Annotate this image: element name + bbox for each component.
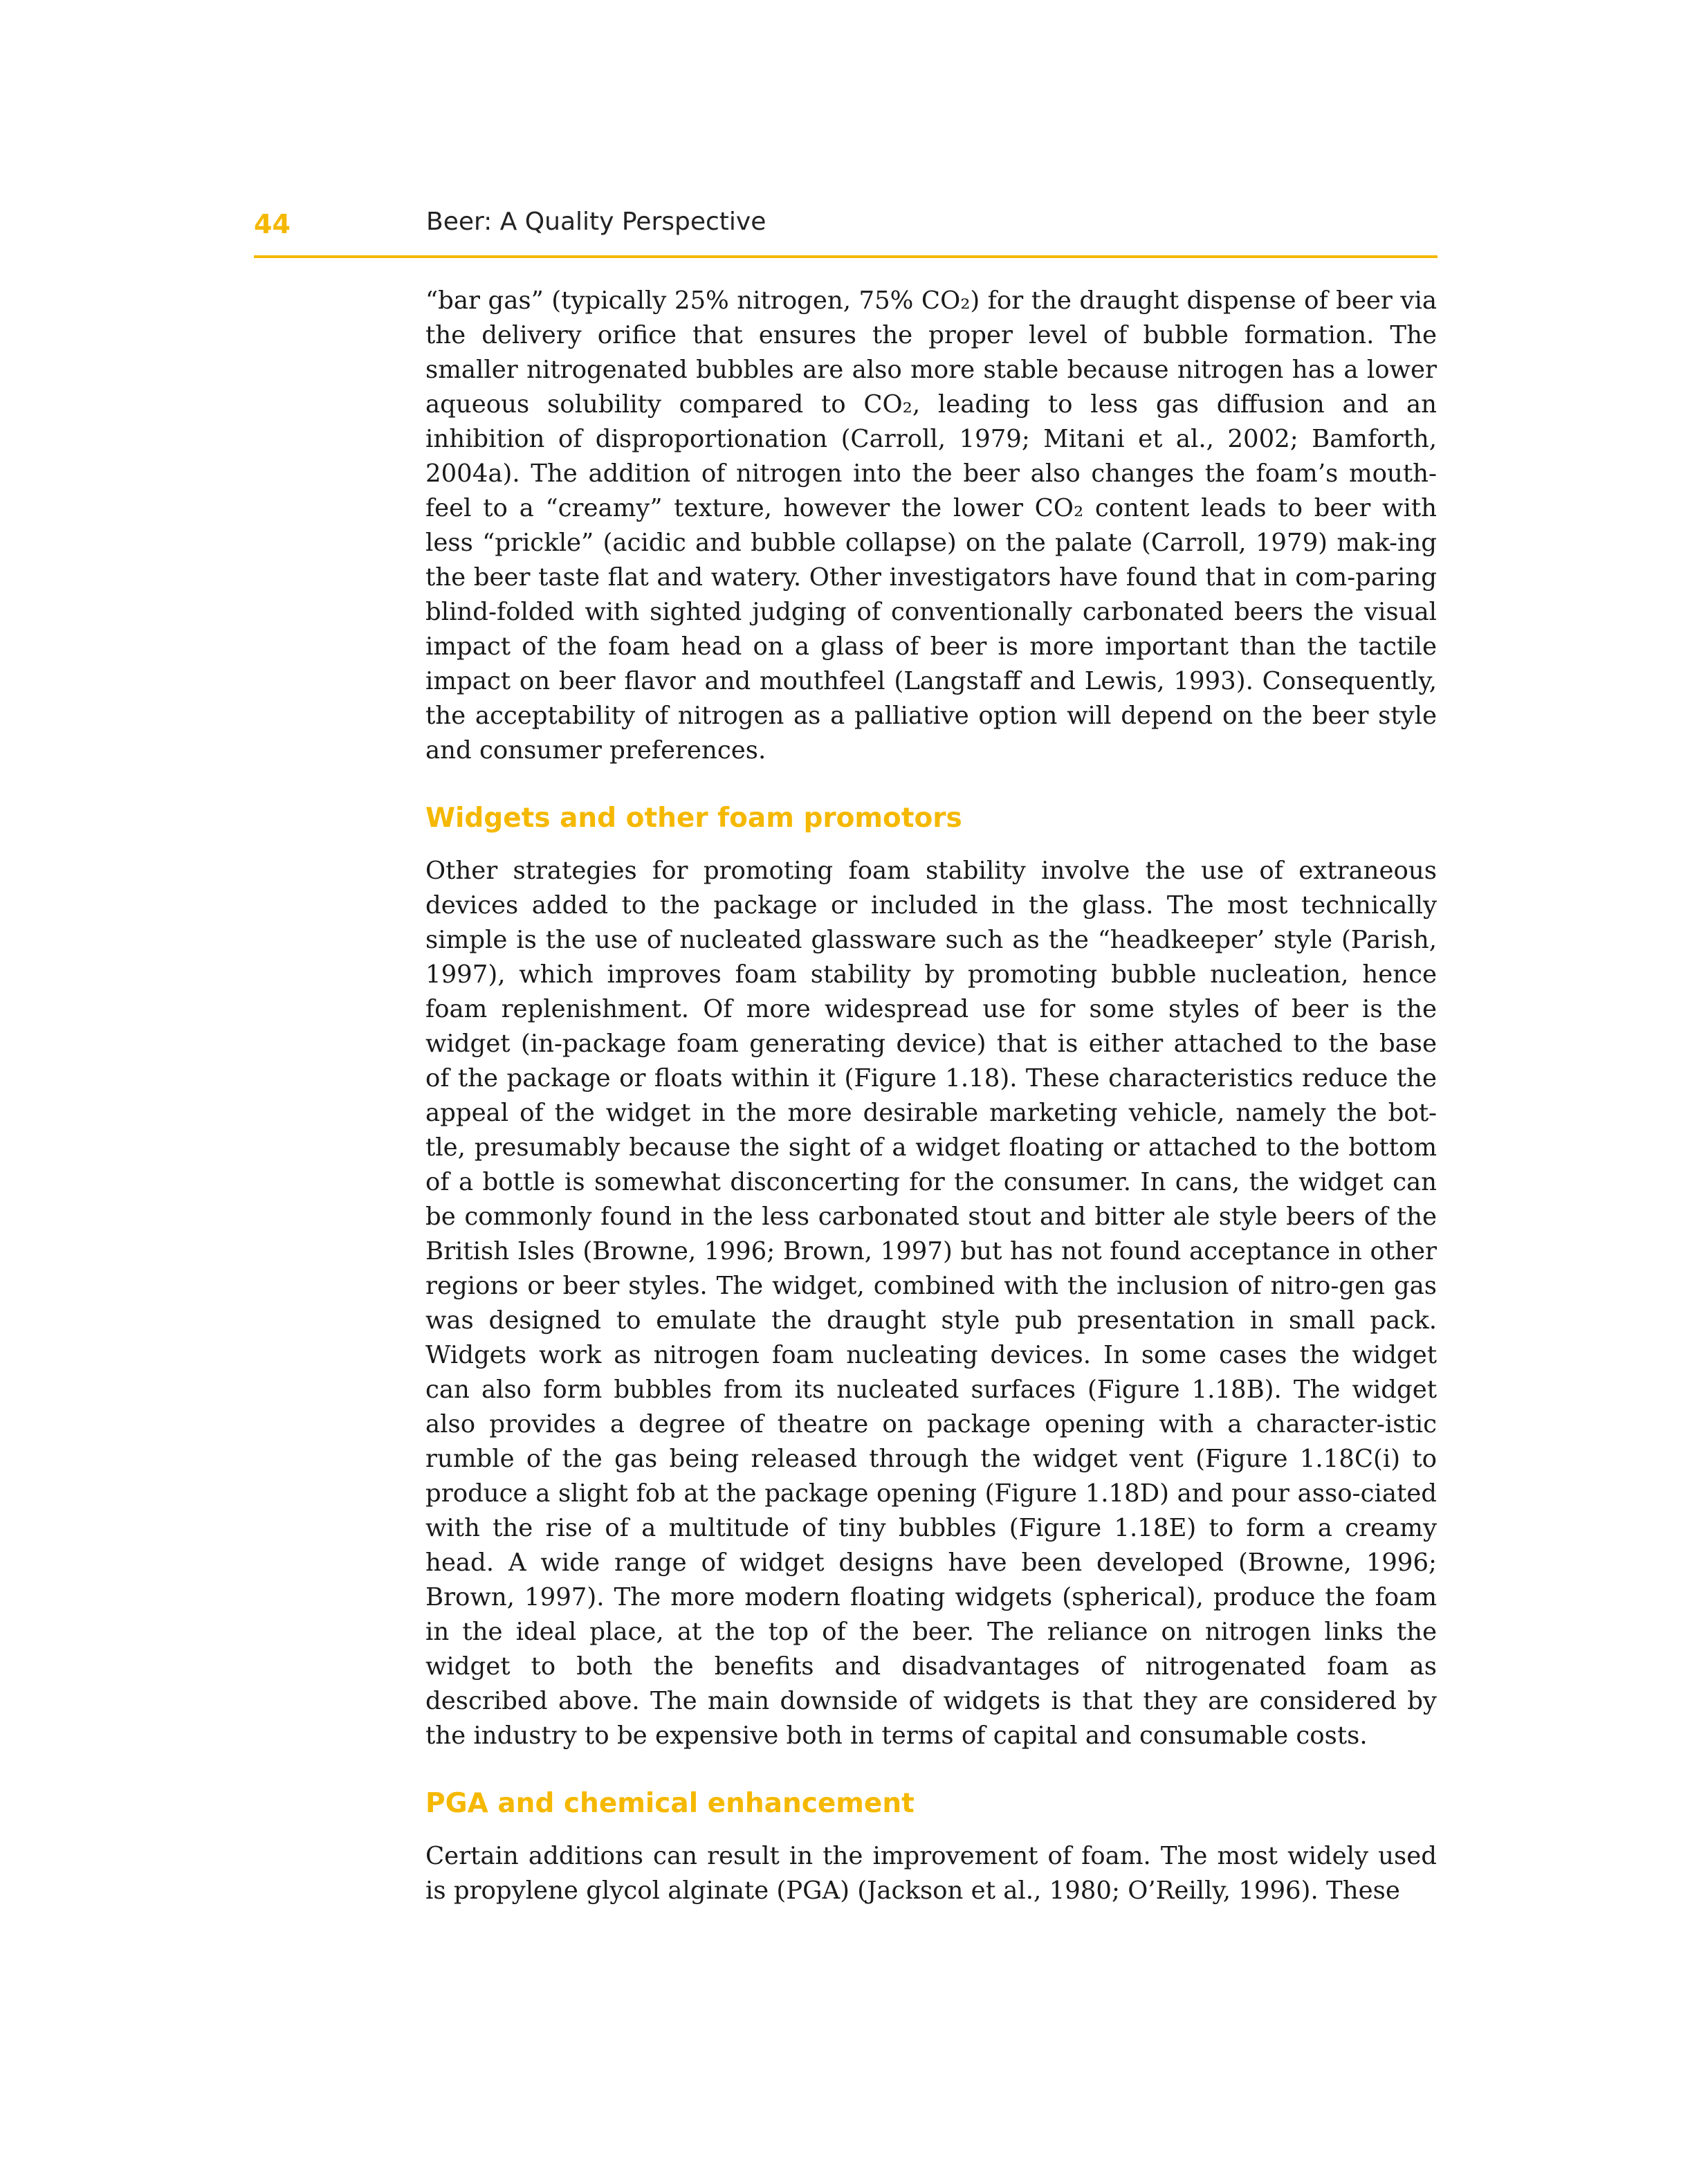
widgets-paragraph: Other strategies for promoting foam stability involve the use of extraneous devices added to the package or included in the glass. The most technically simple is the use of nucleated glassware such as the “headkeeper’ style (Parish, 1997), which improves foam stability by promoting bubble nucleation, hence foam replenishment. Of more widespread use for some styles of beer is the widget (in-package foam generating device) that is either attached to the base of the package or floats within it (Figure 1.18). These characteristics reduce the appeal of the widget in the more desirable marketing vehicle, namely the bot-tle, presumably because the sight of a widget floating or attached to the bottom of a bottle is somewhat disconcerting for the consumer. In cans, the widget can be commonly found in the less carbonated stout and bitter ale style beers of the British Isles (Browne, 1996; Brown, 1997) but has not found acceptance in other regions or beer styles. The widget, combined with the inclusion of nitro-gen gas was designed to emulate the draught style pub presentation in small pack. Widgets work as nitrogen foam nucleating devices. In some cases the widget can also form bubbles from its nucleated surfaces (Figure 1.18B). The widget also provides a degree of theatre on package opening with a character-istic rumble of the gas being released through the widget vent (Figure 1.18C(i) to produce a slight fob at the package opening (Figure 1.18D) and pour asso-ciated with the rise of a multitude of tiny bubbles (Figure 1.18E) to form a creamy head. A wide range of widget designs have been developed (Browne, 1996; Brown, 1997). The more modern floating widgets (spherical), produce the foam in the ideal place, at the top of the beer. The reliance on nitrogen links the widget to both the benefits and disadvantages of nitrogenated foam as described above. The main downside of widgets is that they are considered by the industry to be expensive both in terms of capital and consumable costs. <box>425 857 1437 1750</box>
running-title: Beer: A Quality Perspective <box>426 208 766 236</box>
section-heading-widgets: Widgets and other foam promotors <box>425 803 962 834</box>
intro-paragraph: “bar gas” (typically 25% nitrogen, 75% CO₂) for the draught dispense of beer via the delivery orifice that ensures the proper level of bubble formation. The smaller nitrogenated bubbles are also more stable because nitrogen has a lower aqueous solubility compared to CO₂, leading to less gas diffusion and an inhibition of disproportionation (Carroll, 1979; Mitani et al., 2002; Bamforth, 2004a). The addition of nitrogen into the beer also changes the foam’s mouth-feel to a “creamy” texture, however the lower CO₂ content leads to beer with less “prickle” (acidic and bubble collapse) on the palate (Carroll, 1979) mak-ing the beer taste flat and watery. Other investigators have found that in com-paring blind-folded with sighted judging of conventionally carbonated beers the visual impact of the foam head on a glass of beer is more important than the tactile impact on beer flavor and mouthfeel (Langstaff and Lewis, 1993). Consequently, the acceptability of nitrogen as a palliative option will depend on the beer style and consumer preferences. <box>425 286 1437 765</box>
section-heading-pga: PGA and chemical enhancement <box>425 1788 915 1819</box>
page-number: 44 <box>254 209 291 239</box>
page-header <box>254 201 1438 256</box>
page-body <box>425 284 1437 1908</box>
header-rule <box>254 255 1438 258</box>
pga-paragraph: Certain additions can result in the improvement of foam. The most widely used is propylene glycol alginate (PGA) (Jackson et al., 1980; O’Reilly, 1996). These <box>425 1842 1437 1905</box>
